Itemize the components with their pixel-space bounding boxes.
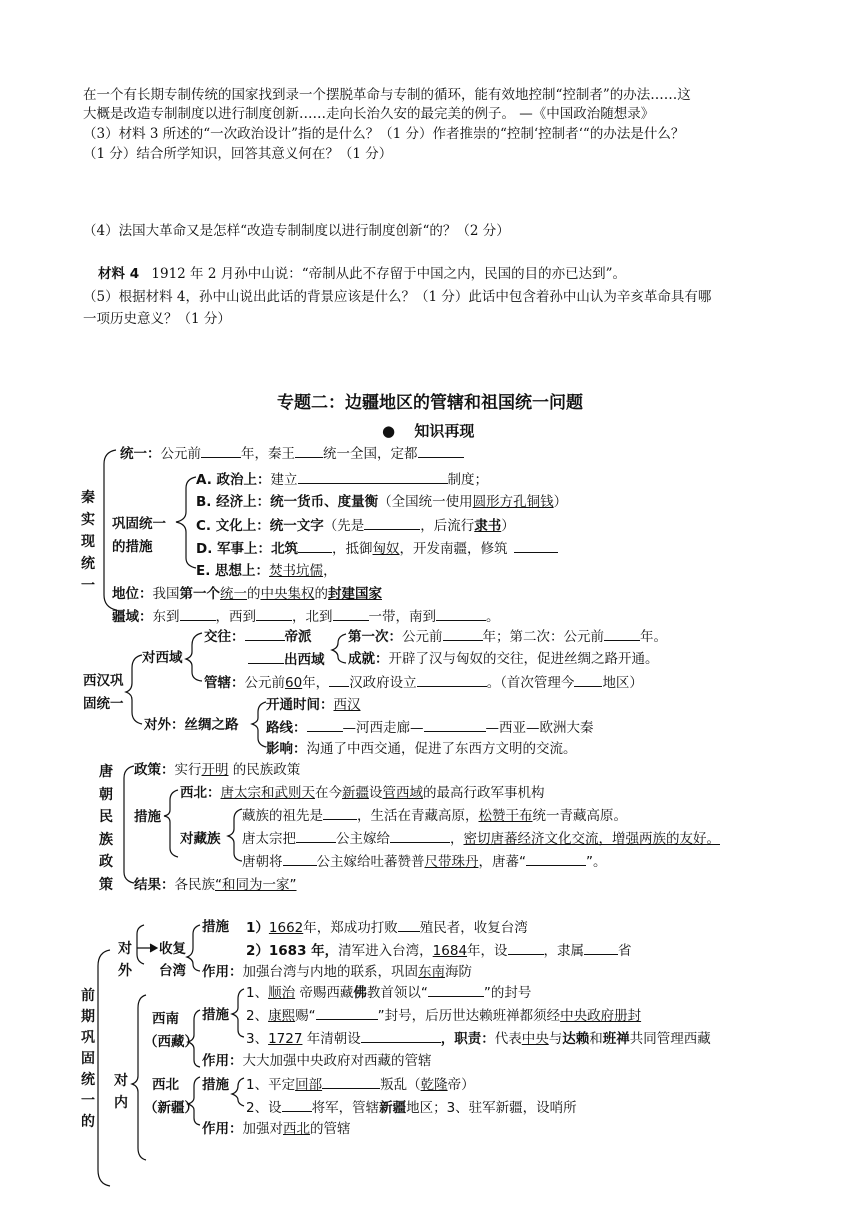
knowledge-subtitle: 知识再现 (414, 422, 475, 440)
qin-measure-d: D. 军事上：北筑 ，抵御匈奴，开发南疆，修筑 (196, 539, 558, 558)
han-xiyu: 对西域 (142, 650, 183, 666)
qing-xinan: 西南 (152, 1011, 179, 1027)
han-route: 路线： —河西走廊— —西亚—欧洲大秦 (266, 720, 594, 736)
han-guanxia: 管辖：公元前60年， 汉政府设立 。（首次管理今 地区） (204, 675, 643, 691)
qing-tw-effect: 作用：加强台湾与内地的联系，巩固东南海防 (202, 964, 472, 980)
qing-xj-cuoshi: 措施 (202, 1077, 229, 1093)
question-5-line-1: （5）根据材料 4，孙中山说出此话的背景应该是什么？（1 分）此话中包含着孙中山认为辛亥革命具有哪 (83, 289, 712, 305)
tang-zang-1: 藏族的祖先是 ，生活在青藏高原，松赞干布统一青藏高原。 (242, 808, 627, 824)
qing-xibei: 西北 (152, 1077, 179, 1093)
qin-unify: 统一：公元前 年，秦王 统一全国，定都 (120, 444, 464, 463)
han-label-1: 西汉巩 (83, 673, 124, 689)
han-effect: 成就：开辟了汉与匈奴的交往，促进丝绸之路开通。 (348, 651, 659, 667)
topic-title: 专题二：边疆地区的管辖和祖国统一问题 (277, 393, 583, 413)
tang-cuoshi: 措施 (134, 809, 161, 825)
qing-xz-1: 1、顺治 帝赐西藏佛教首领以“ ”的封号 (246, 985, 532, 1001)
qin-status: 地位：我国第一个统一的中央集权的封建国家 (112, 586, 382, 602)
qing-tw-2: 2）1683 年，清军进入台湾，1684年，设 ，隶属 省 (246, 943, 632, 959)
qing-xz-3: 3、1727 年清朝设 ，职责：代表中央与达赖和班禅共同管理西藏 (246, 1031, 711, 1047)
han-open: 开通时间：西汉 (266, 697, 361, 713)
han-chu: 出西域 (248, 650, 325, 669)
tang-duizang: 对藏族 (180, 831, 221, 847)
material-4-label: 材料 4 (98, 266, 140, 282)
qin-territory: 疆域：东到 ，西到 ，北到 一带，南到 。 (112, 609, 500, 625)
qing-tw-1: 1）1662年，郑成功打败 殖民者，收复台湾 (246, 920, 528, 936)
qin-measure-a: A. 政治上：建立 制度； (196, 472, 489, 488)
han-first: 第一次：公元前 年；第二次：公元前 年。 (348, 629, 667, 645)
qin-label: 秦 实 现 统 一 (81, 490, 95, 594)
tang-policy: 政策：实行开明 的民族政策 (134, 762, 301, 778)
qing-xz-cuoshi: 措施 (202, 1007, 229, 1023)
bullet-icon: ● (382, 422, 396, 440)
tang-zang-2: 唐太宗把 公主嫁给 ，密切唐蕃经济文化交流，增强两族的友好。 (242, 831, 720, 847)
qing-duinei: 对 内 (114, 1073, 128, 1111)
qing-duiwai: 对 外 (118, 941, 132, 979)
qing-xj-1: 1、平定回部 叛乱（乾隆帝） (246, 1077, 475, 1093)
qing-taiwan: 台湾 (159, 963, 186, 979)
intro-line-1: 在一个有长期专制传统的国家找到录一个摆脱革命与专制的循环，能有效地控制“控制者”的办法……这 (83, 87, 691, 103)
tang-xibei: 西北：唐太宗和武则天在今新疆设管西域的最高行政军事机构 (180, 785, 545, 801)
material-4-text: 1912 年 2 月孙中山说：“帝制从此不存留于中国之内，民国的目的亦已达到”。 (151, 266, 627, 282)
qing-label: 前 期 巩 固 统 一 的 (81, 988, 95, 1130)
han-label-2: 固统一 (83, 696, 124, 712)
tang-zang-3: 唐朝将 公主嫁给吐蕃赞普尺带珠丹，唐蕃“ ”。 (242, 854, 607, 870)
han-influence: 影响：沟通了中西交通，促进了东西方文明的交流。 (266, 741, 577, 757)
qin-measures-label-2: 的措施 (112, 539, 153, 555)
intro-line-2: 大概是改造专制制度以进行制度创新……走向长治久安的最完美的例子。 —《中国政治随想录》 (83, 106, 655, 122)
han-silk-road: 对外：丝绸之路 (144, 717, 239, 733)
qing-xinjiang: （新疆） (144, 1100, 198, 1116)
tang-label: 唐 朝 民 族 政 策 (99, 764, 113, 893)
question-3-line-2: （1 分）结合所学知识，回答其意义何在？（1 分） (83, 146, 393, 162)
tang-result: 结果：各民族“和同为一家” (134, 877, 297, 893)
qin-measure-c: C. 文化上：统一文字（先是 ，后流行隶书） (196, 518, 515, 534)
qing-xj-2: 2、设 将军，管辖新疆地区；3、驻军新疆，设哨所 (246, 1100, 577, 1116)
qing-xz-2: 2、康熙赐“ ”封号，后历世达赖班禅都须经中央政府册封 (246, 1008, 642, 1024)
question-4: （4）法国大革命又是怎样“改造专制制度以进行制度创新“的？（2 分） (83, 223, 510, 239)
question-3-line-1: （3）材料 3 所述的“一次政治设计”指的是什么？（1 分）作者推崇的“控制‘控制者‘“的办法是什么？ (83, 126, 685, 142)
qin-measure-e: E. 思想上：焚书坑儒， (196, 563, 337, 579)
qin-measures-label: 巩固统一 (112, 516, 166, 532)
qing-xj-effect: 作用：加强对西北的管辖 (202, 1121, 351, 1137)
qing-xizang: （西藏） (144, 1034, 198, 1050)
han-jiaowang: 交往： 帝派 (204, 629, 312, 645)
qing-tw-cuoshi: 措施 (202, 919, 229, 935)
qin-measure-b: B. 经济上：统一货币、度量衡（全国统一使用圆形方孔铜钱） (196, 494, 568, 510)
qing-xz-effect: 作用：大大加强中央政府对西藏的管辖 (202, 1053, 432, 1069)
question-5-line-2: 一项历史意义？（1 分） (83, 311, 231, 327)
qing-shoufu: 收复 (159, 941, 186, 957)
